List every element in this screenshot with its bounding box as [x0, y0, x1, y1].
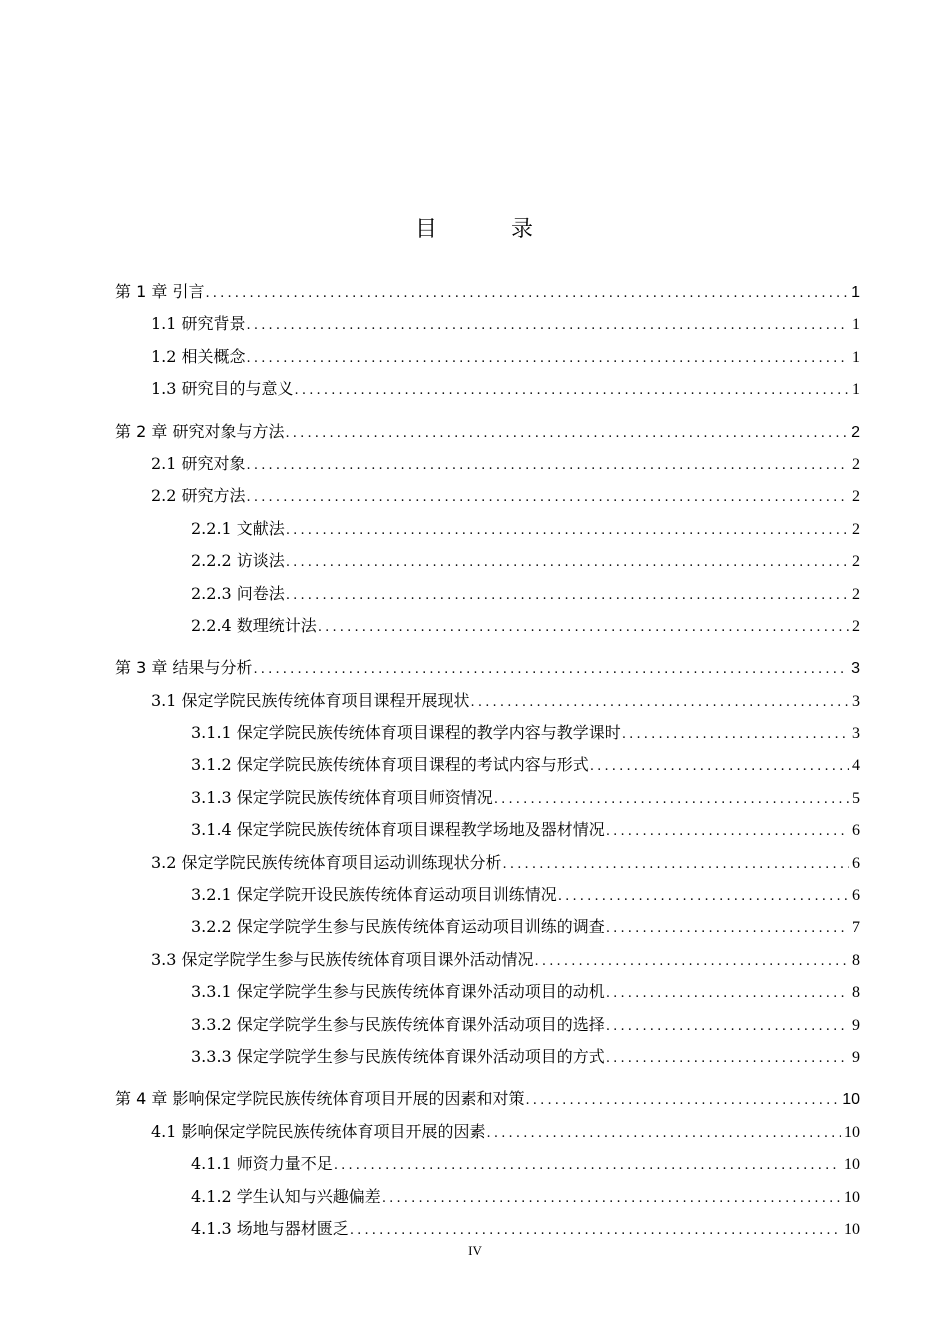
toc-entry-label: 3.1.3 保定学院民族传统体育项目师资情况	[191, 787, 493, 807]
toc-subsection-entry[interactable]	[115, 610, 860, 642]
dot-leader	[606, 816, 849, 846]
toc-entry-page-number: 6	[852, 887, 860, 905]
toc-subsection-entry[interactable]	[115, 578, 860, 610]
toc-entry-page-number: 10	[844, 1188, 860, 1206]
toc-subsection-entry[interactable]	[115, 814, 860, 846]
dot-leader	[205, 278, 848, 308]
toc-chapter-entry[interactable]	[115, 276, 860, 308]
toc-entry-page-number: 2	[852, 455, 860, 473]
dot-leader	[247, 310, 849, 340]
toc-entry-page-number: 8	[852, 984, 860, 1002]
dot-leader	[318, 612, 849, 642]
dot-leader	[494, 784, 849, 814]
toc-subsection-entry[interactable]	[115, 1009, 860, 1041]
dot-leader	[535, 946, 849, 976]
dot-leader	[247, 450, 849, 480]
toc-entry-label: 第 1 章 引言	[115, 282, 205, 301]
toc-entry-page-number: 3	[851, 660, 860, 678]
toc-subsection-entry[interactable]	[115, 1213, 860, 1245]
dot-leader	[286, 580, 849, 610]
toc-entry-label: 4.1.1 师资力量不足	[191, 1154, 333, 1174]
dot-leader	[285, 418, 848, 448]
toc-entry-page-number: 2	[852, 520, 860, 538]
toc-section-entry[interactable]	[115, 480, 860, 512]
toc-entry-label: 2.1 研究对象	[151, 453, 246, 473]
toc-entry-page-number: 6	[852, 822, 860, 840]
dot-leader	[247, 343, 849, 373]
toc-entry-page-number: 4	[852, 757, 860, 775]
page-number: IV	[468, 1243, 482, 1258]
toc-entry-page-number: 2	[852, 617, 860, 635]
dot-leader	[606, 1043, 849, 1073]
dot-leader	[253, 654, 848, 684]
toc-entry-page-number: 9	[852, 1048, 860, 1066]
toc-subsection-entry[interactable]	[115, 545, 860, 577]
toc-section-entry[interactable]	[115, 308, 860, 340]
toc-entry-label: 3.1 保定学院民族传统体育项目课程开展现状	[151, 690, 470, 710]
toc-entry-label: 1.3 研究目的与意义	[151, 379, 294, 399]
dot-leader	[503, 849, 849, 879]
toc-entry-page-number: 2	[851, 423, 860, 441]
toc-subsection-entry[interactable]	[115, 717, 860, 749]
toc-entry-page-number: 2	[852, 585, 860, 603]
toc-subsection-entry[interactable]	[115, 1041, 860, 1073]
dot-leader	[622, 719, 849, 749]
toc-entry-page-number: 5	[852, 789, 860, 807]
toc-entry-page-number: 1	[852, 316, 860, 334]
toc-entry-page-number: 2	[852, 488, 860, 506]
toc-entry-label: 2.2.2 访谈法	[191, 551, 285, 571]
toc-entry-page-number: 7	[852, 919, 860, 937]
dot-leader	[606, 1011, 849, 1041]
toc-subsection-entry[interactable]	[115, 749, 860, 781]
toc-entry-label: 3.2 保定学院民族传统体育项目运动训练现状分析	[151, 852, 502, 872]
dot-leader	[606, 913, 849, 943]
toc-section-entry[interactable]	[115, 685, 860, 717]
dot-leader	[295, 375, 849, 405]
toc-entry-page-number: 8	[852, 951, 860, 969]
toc-entry-label: 3.1.2 保定学院民族传统体育项目课程的考试内容与形式	[191, 755, 589, 775]
toc-entry-label: 第 2 章 研究对象与方法	[115, 421, 285, 441]
toc-subsection-entry[interactable]	[115, 1148, 860, 1180]
toc-entry-page-number: 3	[852, 725, 860, 743]
toc-subsection-entry[interactable]	[115, 911, 860, 943]
toc-section-entry[interactable]	[115, 944, 860, 976]
toc-subsection-entry[interactable]	[115, 1181, 860, 1213]
dot-leader	[382, 1183, 841, 1213]
toc-section-entry[interactable]	[115, 847, 860, 879]
toc-entry-page-number: 1	[852, 348, 860, 366]
toc-entry-label: 3.1.4 保定学院民族传统体育项目课程教学场地及器材情况	[191, 820, 605, 840]
toc-entry-label: 3.1.1 保定学院民族传统体育项目课程的教学内容与教学课时	[191, 723, 621, 743]
dot-leader	[286, 515, 849, 545]
page-title: 目 录	[415, 217, 535, 242]
toc-chapter-entry[interactable]	[115, 1083, 860, 1115]
toc-subsection-entry[interactable]	[115, 513, 860, 545]
table-of-contents	[115, 276, 860, 1245]
dot-leader	[558, 881, 849, 911]
toc-entry-page-number: 9	[852, 1016, 860, 1034]
toc-entry-page-number: 10	[842, 1091, 860, 1109]
toc-section-entry[interactable]	[115, 341, 860, 373]
toc-subsection-entry[interactable]	[115, 976, 860, 1008]
dot-leader	[525, 1085, 839, 1115]
toc-entry-label: 3.3 保定学院学生参与民族传统体育项目课外活动情况	[151, 949, 534, 969]
toc-entry-page-number: 1	[851, 284, 860, 301]
toc-entry-label: 1.1 研究背景	[151, 314, 246, 334]
toc-entry-label: 2.2 研究方法	[151, 486, 246, 506]
toc-section-entry[interactable]	[115, 448, 860, 480]
toc-entry-page-number: 2	[852, 553, 860, 571]
toc-entry-page-number: 3	[852, 692, 860, 710]
dot-leader	[247, 482, 849, 512]
dot-leader	[487, 1118, 841, 1148]
toc-entry-label: 第 3 章 结果与分析	[115, 658, 253, 678]
toc-entry-page-number: 6	[852, 854, 860, 872]
toc-entry-page-number: 10	[844, 1220, 860, 1238]
toc-entry-label: 4.1.3 场地与器材匮乏	[191, 1218, 349, 1238]
dot-leader	[286, 547, 849, 577]
dot-leader	[606, 978, 849, 1008]
toc-subsection-entry[interactable]	[115, 879, 860, 911]
toc-entry-label: 2.2.1 文献法	[191, 518, 285, 538]
toc-section-entry[interactable]	[115, 373, 860, 405]
dot-leader	[590, 751, 849, 781]
toc-chapter-entry[interactable]	[115, 416, 860, 448]
toc-entry-label: 2.2.3 问卷法	[191, 583, 285, 603]
toc-entry-label: 3.2.2 保定学院学生参与民族传统体育运动项目训练的调查	[191, 917, 605, 937]
toc-entry-label: 2.2.4 数理统计法	[191, 615, 317, 635]
dot-leader	[334, 1150, 841, 1180]
toc-chapter-entry[interactable]	[115, 652, 860, 684]
toc-entry-label: 3.3.2 保定学院学生参与民族传统体育课外活动项目的选择	[191, 1014, 605, 1034]
toc-entry-label: 3.3.3 保定学院学生参与民族传统体育课外活动项目的方式	[191, 1046, 605, 1066]
dot-leader	[471, 687, 849, 717]
toc-subsection-entry[interactable]	[115, 782, 860, 814]
toc-entry-page-number: 10	[844, 1123, 860, 1141]
toc-section-entry[interactable]	[115, 1116, 860, 1148]
dot-leader	[350, 1215, 841, 1245]
toc-entry-label: 第 4 章 影响保定学院民族传统体育项目开展的因素和对策	[115, 1089, 525, 1109]
toc-entry-label: 3.2.1 保定学院开设民族传统体育运动项目训练情况	[191, 885, 557, 905]
toc-entry-page-number: 10	[844, 1156, 860, 1174]
toc-entry-label: 4.1.2 学生认知与兴趣偏差	[191, 1186, 381, 1206]
toc-entry-label: 4.1 影响保定学院民族传统体育项目开展的因素	[151, 1121, 486, 1141]
toc-entry-page-number: 1	[852, 381, 860, 399]
toc-entry-label: 3.3.1 保定学院学生参与民族传统体育课外活动项目的动机	[191, 982, 605, 1002]
toc-entry-label: 1.2 相关概念	[151, 346, 246, 366]
